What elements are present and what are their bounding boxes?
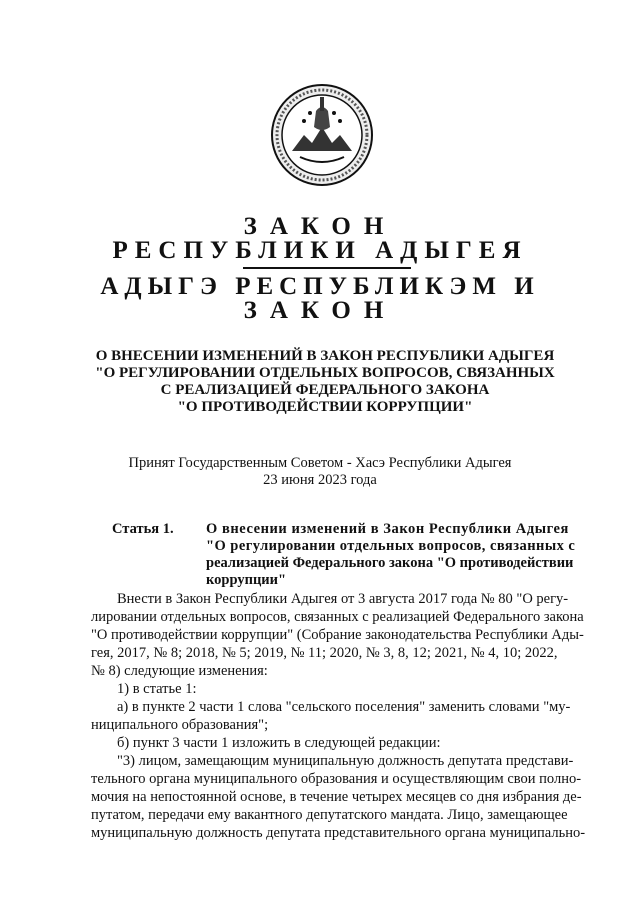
coat-of-arms-emblem <box>270 83 374 187</box>
body-line: Внести в Закон Республики Адыгея от 3 августа 2017 года № 80 "О регу- <box>117 591 569 607</box>
body-line: "3) лицом, замещающим муниципальную должность депутата представи- <box>117 753 574 769</box>
republic-name-adyghe: АДЫГЭ РЕСПУБЛИКЭМ И <box>100 273 540 300</box>
adopted-by: Принят Государственным Советом - Хасэ Республики Адыгея <box>128 455 512 471</box>
adoption-info <box>0 455 640 489</box>
body-line: путатом, передачи ему вакантного депутатского мандата. Лицо, замещающее <box>91 807 568 823</box>
subject-line: С РЕАЛИЗАЦИЕЙ ФЕДЕРАЛЬНОГО ЗАКОНА <box>160 382 490 398</box>
article-title-line: О внесении изменений в Закон Республики Адыгея <box>206 521 569 537</box>
article-label: Статья 1. <box>112 521 174 537</box>
subject-line: "О РЕГУЛИРОВАНИИ ОТДЕЛЬНЫХ ВОПРОСОВ, СВЯЗАННЫХ <box>95 365 555 381</box>
law-subject <box>60 348 590 416</box>
body-line: гея, 2017, № 8; 2018, № 5; 2019, № 11; 2020, № 3, 8, 12; 2021, № 4, 10; 2022, <box>91 645 558 661</box>
article-body <box>91 590 599 842</box>
republic-name: РЕСПУБЛИКИ АДЫГЕЯ <box>112 237 528 264</box>
body-line: б) пункт 3 части 1 изложить в следующей редакции: <box>117 735 441 751</box>
body-line: лировании отдельных вопросов, связанных с реализацией Федерального закона <box>91 609 584 625</box>
adoption-date: 23 июня 2023 года <box>263 472 377 488</box>
title-divider <box>243 267 411 269</box>
article-title <box>206 521 596 589</box>
body-line: муниципальную должность депутата представительного органа муниципально- <box>91 825 586 841</box>
article-title-line: "О регулировании отдельных вопросов, связанных с <box>206 538 576 554</box>
subject-line: О ВНЕСЕНИИ ИЗМЕНЕНИЙ В ЗАКОН РЕСПУБЛИКИ АДЫГЕЯ <box>95 348 555 364</box>
subject-line: "О ПРОТИВОДЕЙСТВИИ КОРРУПЦИИ" <box>177 399 473 415</box>
law-title-adyghe: ЗАКОН <box>243 297 397 324</box>
law-title: ЗАКОН <box>243 213 397 240</box>
body-line: тельного органа муниципального образования и осуществляющим свои полно- <box>91 771 582 787</box>
body-line: ниципального образования"; <box>91 717 269 733</box>
body-line: 1) в статье 1: <box>117 681 197 697</box>
body-line: № 8) следующие изменения: <box>91 663 268 679</box>
body-line: мочия на непостоянной основе, в течение четырех месяцев со дня избрания де- <box>91 789 582 805</box>
article-title-line: реализацией Федерального закона "О противодействии <box>206 555 574 571</box>
article-title-line: коррупции" <box>206 572 287 588</box>
body-line: "О противодействии коррупции" (Собрание законодательства Республики Ады- <box>91 627 584 643</box>
body-line: а) в пункте 2 части 1 слова "сельского поселения" заменить словами "му- <box>117 699 571 715</box>
